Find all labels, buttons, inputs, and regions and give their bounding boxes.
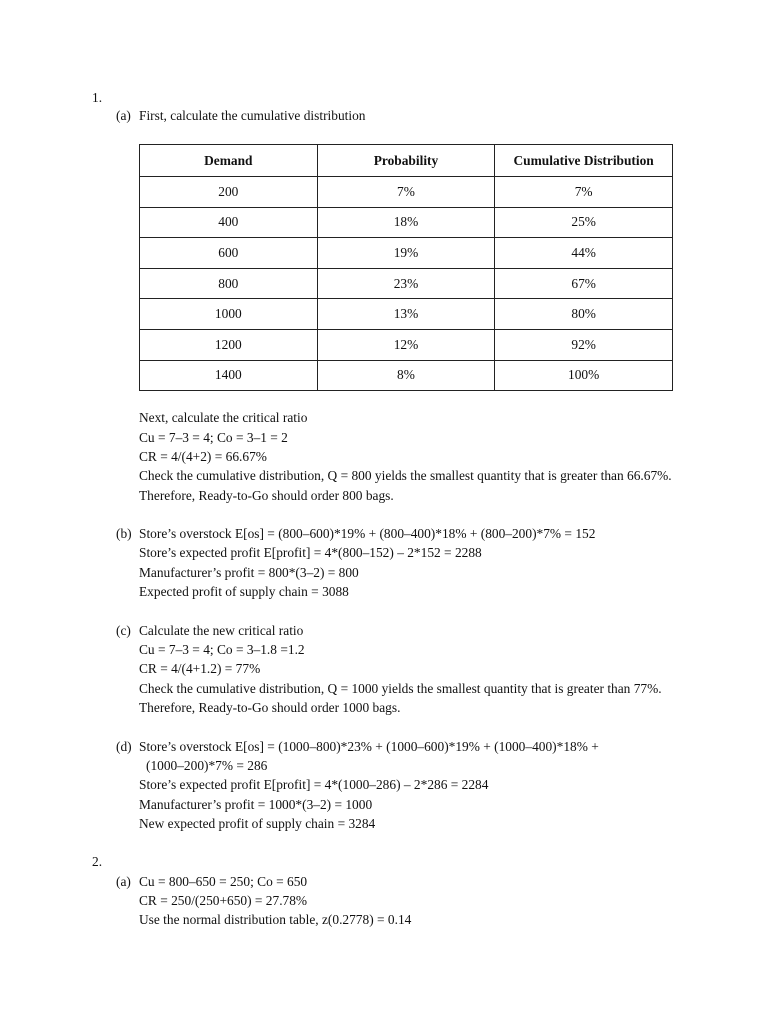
part-1c-line: Calculate the new critical ratio [139, 623, 304, 638]
cumulative-distribution-table [139, 144, 673, 391]
cell-cumulative: 44% [495, 238, 673, 269]
part-label-1c: (c) [116, 623, 131, 638]
cell-probability: 8% [317, 360, 495, 391]
header-demand: Demand [140, 145, 318, 177]
header-probability: Probability [317, 145, 495, 177]
part-1a-line: Therefore, Ready-to-Go should order 800 bags. [139, 488, 394, 503]
part-1d-line: Store’s overstock E[os] = (1000–800)*23% + (1000–600)*19% + (1000–400)*18% + [139, 739, 599, 754]
cell-cumulative: 80% [495, 299, 673, 330]
header-cumulative-distribution: Cumulative Distribution [495, 145, 673, 177]
table-row [140, 329, 673, 360]
cell-probability: 18% [317, 207, 495, 238]
cell-probability: 7% [317, 177, 495, 208]
table-row [140, 177, 673, 208]
table-row [140, 360, 673, 391]
cell-demand: 1400 [140, 360, 318, 391]
part-1c-line: Check the cumulative distribution, Q = 1000 yields the smallest quantity that is greater than 77%. [139, 681, 662, 696]
table-row [140, 207, 673, 238]
cell-cumulative: 67% [495, 268, 673, 299]
cell-demand: 200 [140, 177, 318, 208]
part-label-1d: (d) [116, 739, 132, 754]
cell-probability: 19% [317, 238, 495, 269]
part-1b-line: Expected profit of supply chain = 3088 [139, 584, 349, 599]
part-1c-line: Cu = 7–3 = 4; Co = 3–1.8 =1.2 [139, 642, 305, 657]
part-1d-line: New expected profit of supply chain = 3284 [139, 816, 376, 831]
cell-demand: 1000 [140, 299, 318, 330]
cell-cumulative: 100% [495, 360, 673, 391]
part-1b-line: Store’s expected profit E[profit] = 4*(800–152) – 2*152 = 2288 [139, 545, 482, 560]
part-1a-intro: First, calculate the cumulative distribution [139, 108, 366, 123]
question-number-2: 2. [92, 854, 103, 869]
part-1a-line: Cu = 7–3 = 4; Co = 3–1 = 2 [139, 430, 288, 445]
cell-probability: 13% [317, 299, 495, 330]
part-1a-line: Check the cumulative distribution, Q = 800 yields the smallest quantity that is greater than 66.67%. [139, 468, 672, 483]
table-row [140, 238, 673, 269]
cell-cumulative: 92% [495, 329, 673, 360]
part-1a-line: Next, calculate the critical ratio [139, 410, 308, 425]
question-number-1: 1. [92, 90, 103, 105]
part-2a-line: Use the normal distribution table, z(0.2778) = 0.14 [139, 912, 412, 927]
cell-cumulative: 7% [495, 177, 673, 208]
table-row [140, 299, 673, 330]
part-1b-line: Store’s overstock E[os] = (800–600)*19% + (800–400)*18% + (800–200)*7% = 152 [139, 526, 596, 541]
part-label-1b: (b) [116, 526, 132, 541]
cell-demand: 600 [140, 238, 318, 269]
part-2a-line: CR = 250/(250+650) = 27.78% [139, 893, 308, 908]
part-1c-line: Therefore, Ready-to-Go should order 1000 bags. [139, 700, 401, 715]
part-2a-line: Cu = 800–650 = 250; Co = 650 [139, 874, 308, 889]
part-1d-line-continued: (1000–200)*7% = 286 [146, 758, 268, 773]
part-1c-line: CR = 4/(4+1.2) = 77% [139, 661, 261, 676]
cell-demand: 800 [140, 268, 318, 299]
cell-cumulative: 25% [495, 207, 673, 238]
cell-probability: 23% [317, 268, 495, 299]
table-header-row [140, 145, 673, 177]
part-1b-line: Manufacturer’s profit = 800*(3–2) = 800 [139, 565, 359, 580]
cell-demand: 400 [140, 207, 318, 238]
part-1a-line: CR = 4/(4+2) = 66.67% [139, 449, 267, 464]
part-label-2a: (a) [116, 874, 131, 889]
cell-demand: 1200 [140, 329, 318, 360]
table-row [140, 268, 673, 299]
part-label-1a: (a) [116, 108, 131, 123]
part-1d-line: Manufacturer’s profit = 1000*(3–2) = 1000 [139, 797, 373, 812]
cell-probability: 12% [317, 329, 495, 360]
part-1d-line: Store’s expected profit E[profit] = 4*(1000–286) – 2*286 = 2284 [139, 777, 489, 792]
